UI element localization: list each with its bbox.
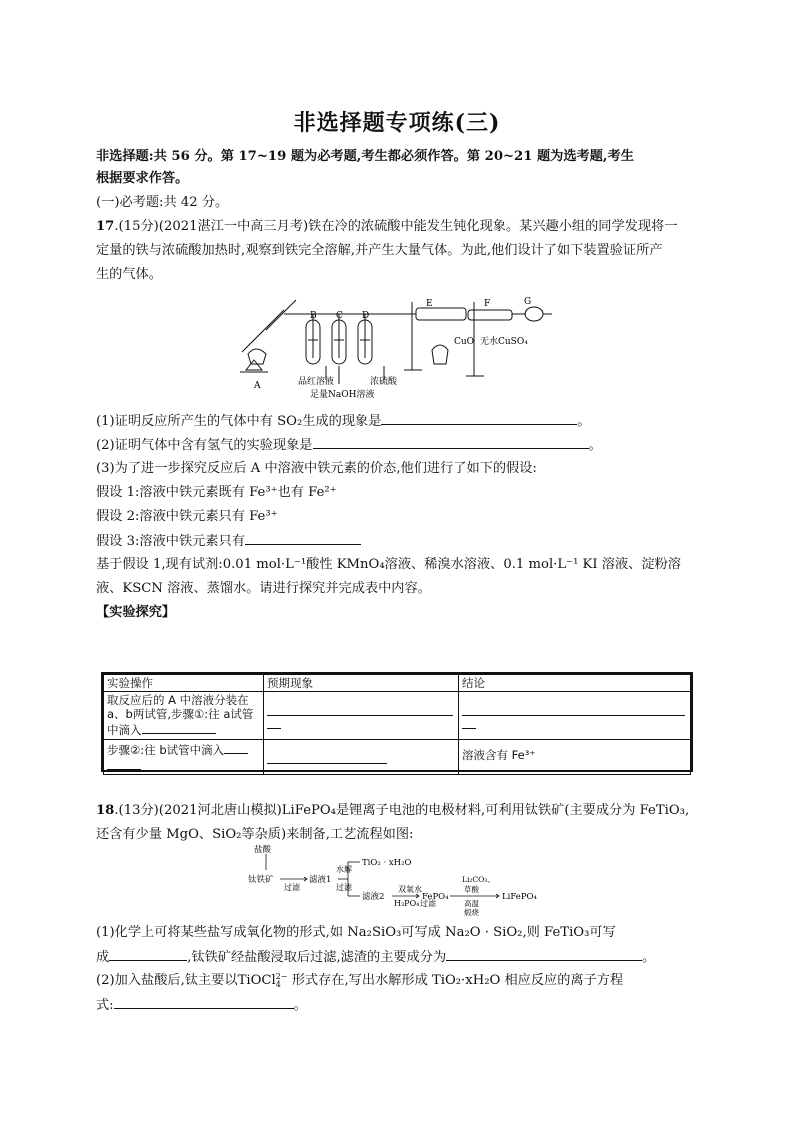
label-a: A bbox=[254, 381, 261, 391]
label-pinhong: 品红溶液 bbox=[298, 377, 335, 387]
flow-oxalic: 草酸 bbox=[464, 885, 479, 894]
hypothesis-3: 假设 3:溶液中铁元素只有 bbox=[96, 532, 706, 551]
header-conclusion: 结论 bbox=[459, 675, 691, 692]
flow-hcl: 盐酸 bbox=[254, 845, 272, 855]
flow-calcine: 煅烧 bbox=[464, 908, 479, 916]
q17-part-1: (1)证明反应所产生的气体中有 SO₂生成的现象是 。 bbox=[96, 414, 591, 429]
q18-text-1: .(13分)(2021河北唐山模拟)LiFePO₄是锂离子电池的电极材料,可利用钛铁矿(主要成分为 FeTiO₃, bbox=[114, 803, 690, 818]
answer-blank[interactable] bbox=[313, 436, 589, 449]
q17-line-1 bbox=[96, 218, 706, 236]
q18-line-1 bbox=[96, 802, 706, 820]
answer-blank[interactable] bbox=[142, 721, 216, 734]
label-c: C bbox=[336, 311, 343, 321]
row1-phenomenon bbox=[264, 692, 459, 740]
flow-filter-3: 过滤 bbox=[420, 899, 436, 908]
q18-number: 18 bbox=[96, 803, 115, 818]
row2-operation: 步骤②:往 b试管中滴入 bbox=[104, 740, 264, 775]
label-e: E bbox=[426, 299, 433, 309]
label-g: G bbox=[524, 297, 532, 307]
row2-phenomenon bbox=[264, 740, 459, 775]
flow-ore: 钛铁矿 bbox=[248, 875, 274, 885]
flow-lifepo4: LiFePO₄ bbox=[502, 892, 537, 902]
reagents-line-2: 液、KSCN 溶液、蒸馏水。请进行探究并完成表中内容。 bbox=[96, 581, 431, 596]
q17-line-2: 定量的铁与浓硫酸加热时,观察到铁完全溶解,并产生大量气体。为此,他们设计了如下装置验证所产 bbox=[96, 243, 663, 258]
flow-filtrate-1: 滤液1 bbox=[309, 875, 332, 885]
row1-operation: 取反应后的 A 中溶液分装在 a、b两试管,步骤①:往 a试管 中滴入 bbox=[104, 692, 264, 740]
label-d: D bbox=[362, 311, 370, 321]
answer-blank[interactable] bbox=[109, 948, 187, 961]
flow-fepo4: FePO₄ bbox=[422, 892, 449, 902]
label-h2so4: 浓硫酸 bbox=[370, 377, 398, 387]
row2-conclusion: 溶液含有 Fe³⁺ bbox=[459, 740, 691, 775]
label-f: F bbox=[484, 299, 491, 309]
header-phenomenon: 预期现象 bbox=[264, 675, 459, 692]
q18-part-2: (2)加入盐酸后,钛主要以TiOCl 2− 4 形式存在,写出水解形成 TiO₂·xH₂O 相应反应的离子方程 bbox=[96, 971, 624, 989]
answer-blank[interactable] bbox=[114, 996, 294, 1009]
label-naoh: 足量NaOH溶液 bbox=[310, 390, 375, 400]
flow-filter: 过滤 bbox=[284, 883, 300, 892]
flow-tio2: TiO₂ · xH₂O bbox=[362, 858, 412, 868]
label-cuso4: 无水CuSO₄ bbox=[480, 337, 528, 347]
q18-line-2: 还含有少量 MgO、SiO₂等杂质)来制备,工艺流程如图: bbox=[96, 827, 414, 842]
flow-h2o2: 双氧水 bbox=[398, 885, 422, 894]
reagents-line-1: 基于假设 1,现有试剂:0.01 mol·L⁻¹酸性 KMnO₄溶液、稀溴水溶液、0.1 mol·L⁻¹ KI 溶液、淀粉溶 bbox=[96, 557, 681, 572]
flow-filter-2: 过滤 bbox=[336, 883, 352, 892]
table-row bbox=[104, 740, 691, 775]
answer-blank[interactable] bbox=[446, 948, 642, 961]
answer-blank[interactable] bbox=[462, 701, 685, 716]
hypothesis-1: 假设 1:溶液中铁元素既有 Fe³⁺也有 Fe²⁺ bbox=[96, 485, 337, 500]
page-title: 非选择题专项练(三) bbox=[293, 110, 501, 136]
label-b: B bbox=[310, 311, 317, 321]
flow-h3po4: H₃PO₄ bbox=[394, 899, 420, 908]
row1-conclusion bbox=[459, 692, 691, 740]
flow-hydrolysis: 水解 bbox=[336, 865, 352, 874]
answer-blank[interactable] bbox=[245, 532, 361, 545]
header-operation: 实验操作 bbox=[104, 675, 264, 692]
table-row bbox=[104, 692, 691, 740]
section-experiment: 【实验探究】 bbox=[96, 605, 176, 620]
answer-blank[interactable] bbox=[381, 412, 577, 425]
experiment-table bbox=[101, 672, 693, 772]
intro-line-1: 非选择题:共 56 分。第 17~19 题为必考题,考生都必须作答。第 20~21 题为选考题,考生 bbox=[96, 149, 634, 164]
tiocl-ion: TiOCl bbox=[237, 973, 276, 988]
apparatus-diagram bbox=[236, 292, 556, 400]
q17-part-2: (2)证明气体中含有氢气的实验现象是 。 bbox=[96, 438, 602, 453]
label-cuo: CuO bbox=[454, 337, 475, 347]
flow-filtrate-2: 滤液2 bbox=[362, 892, 385, 902]
table-header-row bbox=[104, 675, 691, 692]
process-flow-diagram bbox=[248, 844, 568, 916]
answer-blank[interactable] bbox=[462, 716, 476, 729]
q17-part-3: (3)为了进一步探究反应后 A 中溶液中铁元素的价态,他们进行了如下的假设: bbox=[96, 461, 537, 476]
answer-blank[interactable] bbox=[267, 716, 281, 729]
q17-line-3: 生的气体。 bbox=[96, 267, 162, 282]
answer-blank[interactable] bbox=[107, 757, 141, 770]
q18-part-1b: 成 ,钛铁矿经盐酸浸取后过滤,滤渣的主要成分为 。 bbox=[96, 950, 656, 965]
intro-line-2: 根据要求作答。 bbox=[96, 171, 189, 186]
answer-blank[interactable] bbox=[267, 701, 453, 716]
answer-blank[interactable] bbox=[224, 741, 248, 754]
q18-part-2b: 式: 。 bbox=[96, 998, 307, 1013]
q17-text-1: .(15分)(2021湛江一中高三月考)铁在冷的浓硫酸中能发生钝化现象。某兴趣小组的同学发现将一 bbox=[114, 219, 678, 234]
answer-blank[interactable] bbox=[267, 749, 387, 764]
q17-number: 17 bbox=[96, 219, 115, 234]
q18-part-1: (1)化学上可将某些盐写成氧化物的形式,如 Na₂SiO₃可写成 Na₂O · SiO₂,则 FeTiO₃可写 bbox=[96, 925, 616, 940]
flow-li2co3: Li₂CO₃、 bbox=[462, 875, 495, 884]
section-required: (一)必考题:共 42 分。 bbox=[96, 195, 229, 210]
flow-high-temp: 高温 bbox=[464, 899, 479, 908]
hypothesis-2: 假设 2:溶液中铁元素只有 Fe³⁺ bbox=[96, 509, 278, 524]
